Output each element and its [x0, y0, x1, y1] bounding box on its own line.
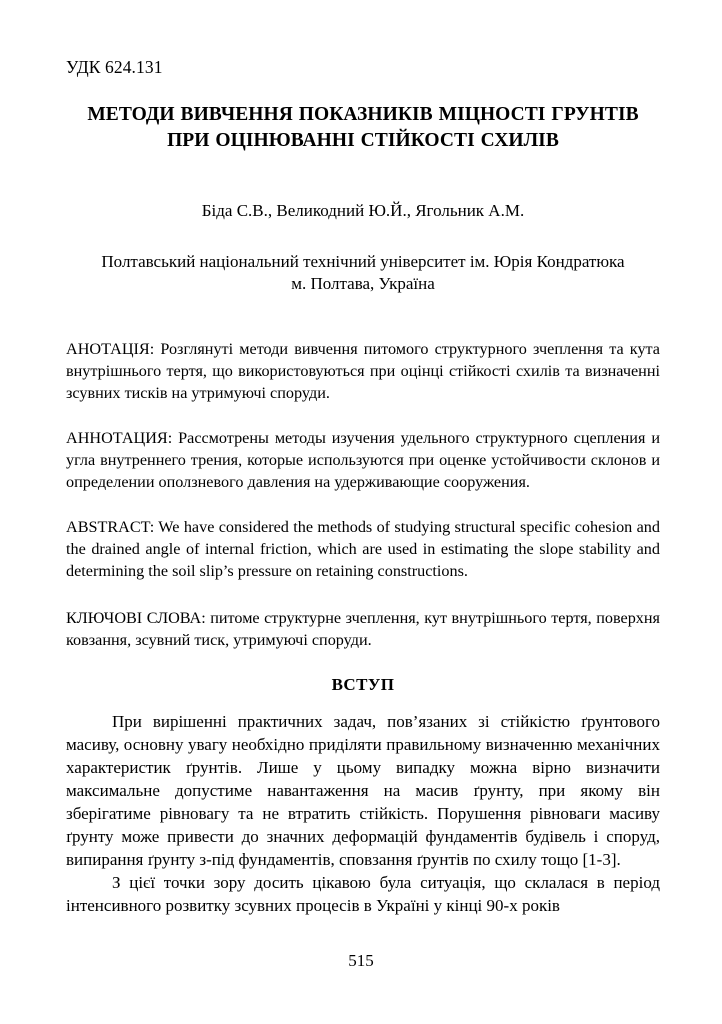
- title-line-2: ПРИ ОЦІНЮВАННІ СТІЙКОСТІ СХИЛІВ: [167, 129, 559, 151]
- udc-classification: УДК 624.131: [66, 57, 163, 77]
- affiliation-location: м. Полтава, Україна: [291, 274, 435, 294]
- title-line-1: МЕТОДИ ВИВЧЕННЯ ПОКАЗНИКІВ МІЦНОСТІ ГРУНТІВ: [87, 104, 639, 126]
- page-title: [66, 102, 660, 153]
- section-heading-introduction: ВСТУП: [331, 674, 395, 694]
- body-paragraph-2: З цієї точки зору досить цікавою була ситуація, що склалася в період інтенсивного розвитку зсувних процесів в Україні у кінці 90-х років: [66, 872, 660, 915]
- affiliation-institution: Полтавський національний технічний університет ім. Юрія Кондратюка: [101, 251, 625, 271]
- page-number: 515: [348, 951, 374, 970]
- abstract-ukrainian: АНОТАЦІЯ: Розглянуті методи вивчення питомого структурного зчеплення та кута внутрішнього тертя, що використовуються при оцінці стійкості схилів та визначенні зсувних тисків на утримуючі споруди.: [66, 339, 660, 403]
- affiliation: [66, 251, 660, 296]
- author-list: Біда С.В., Великодний Ю.Й., Ягольник А.М.: [201, 200, 525, 220]
- page-content-column: [66, 0, 660, 917]
- abstract-english: ABSTRACT: We have considered the methods of studying structural specific cohesion and the drained angle of internal friction, which are used in estimating the slope stability and determining the soil slip’s pressure on retaining constructions.: [66, 517, 660, 581]
- body-paragraph-1: При вирішенні практичних задач, пов’язаних зі стійкістю ґрунтового масиву, основну увагу необхідно приділяти правильному визначенню механічних характеристик ґрунтів. Лише у цьому випадку можна вірно визначити максимальне допустиме навантаження на масив ґрунту, при якому він зберігатиме рівновагу та не втратить стійкість. Порушення рівноваги масиву ґрунту може привести до значних деформацій фундаментів будівель і споруд, випирання ґрунту з-під фундаментів, сповзання ґрунтів по схилу тощо [1-3].: [66, 711, 660, 869]
- abstract-russian: АННОТАЦИЯ: Рассмотрены методы изучения удельного структурного сцепления и угла внутреннего трения, которые используются при оценке устойчивости склонов и определении оползневого давления на удерживающие сооружения.: [66, 428, 660, 492]
- keywords: КЛЮЧОВІ СЛОВА: питоме структурне зчеплення, кут внутрішнього тертя, поверхня ковзання, зсувний тиск, утримуючі споруди.: [66, 608, 660, 650]
